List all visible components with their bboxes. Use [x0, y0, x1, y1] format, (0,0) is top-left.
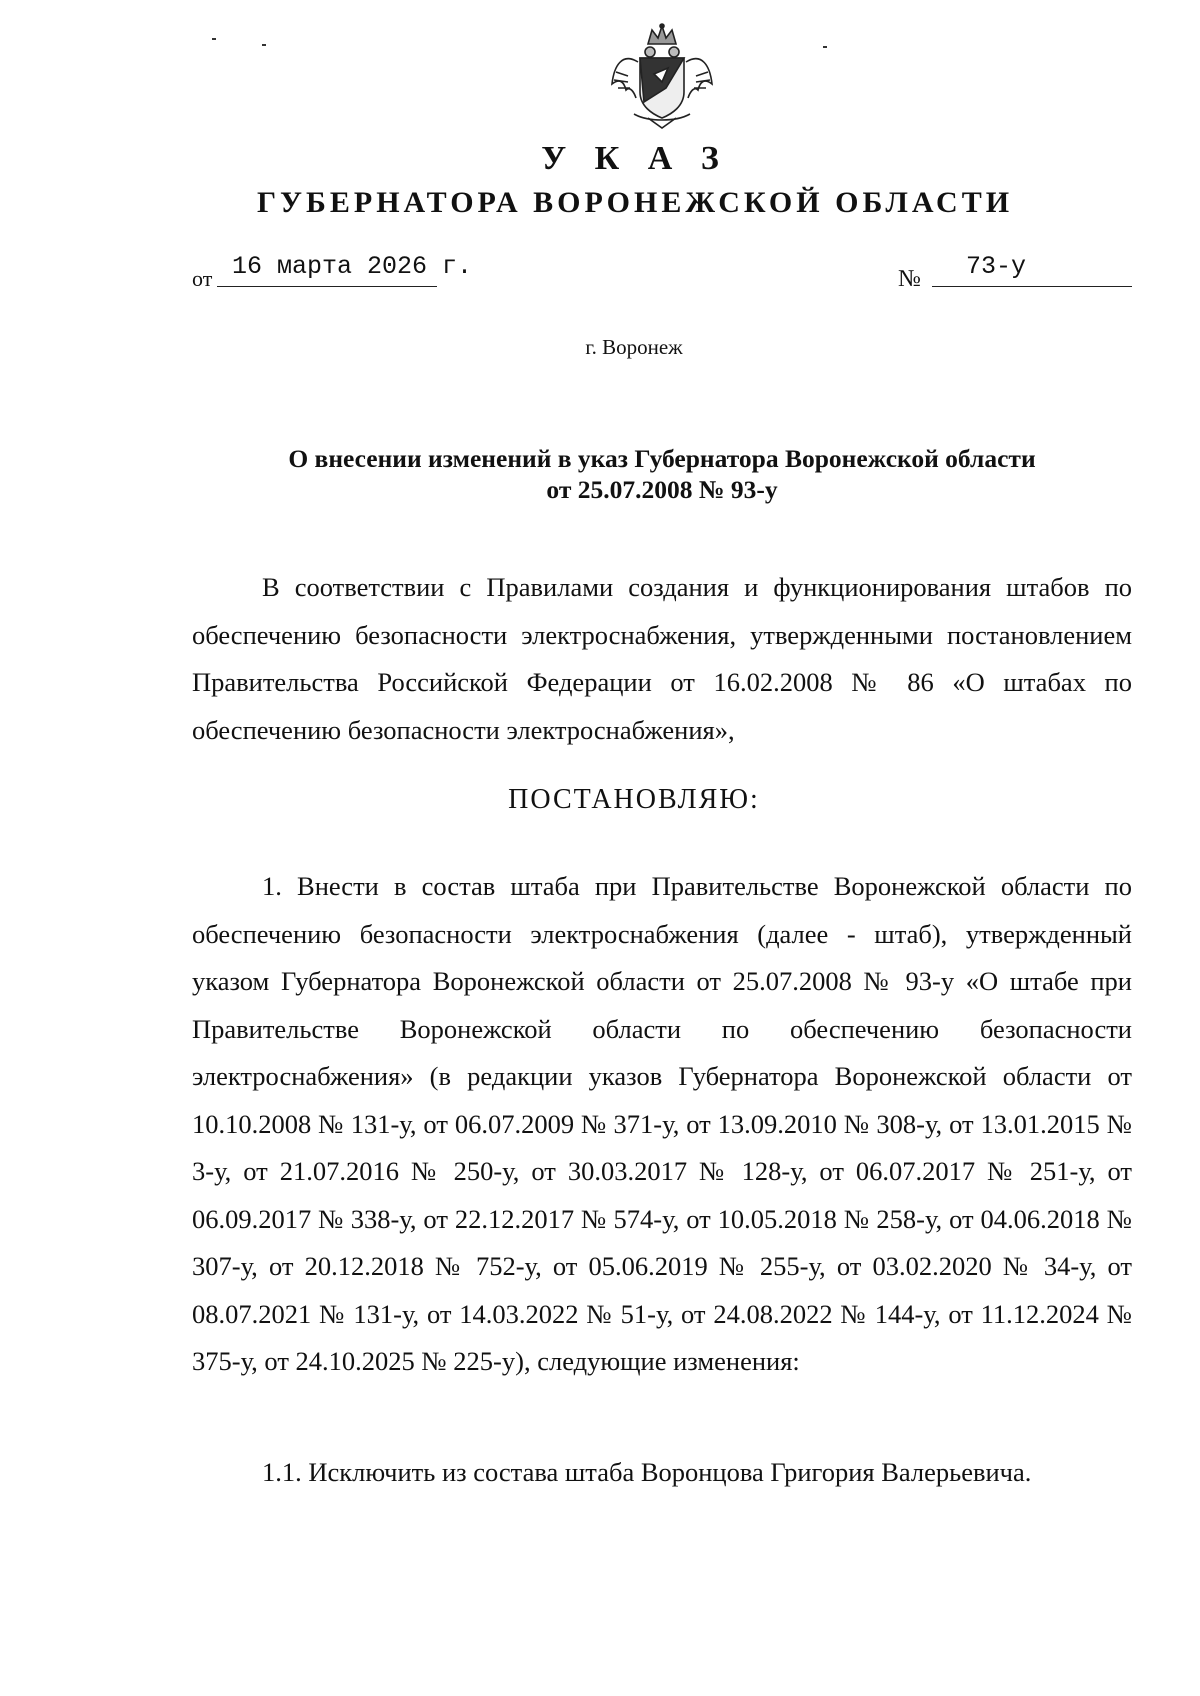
- voronezh-coat-of-arms-icon: [608, 22, 716, 132]
- scan-speck: [823, 46, 827, 48]
- coat-of-arms-emblem: [608, 22, 716, 132]
- preamble-text: В соответствии с Правилами создания и функционирования штабов по обеспечению безопасности электроснабжения, утвержденными постановлением Правительства Российской Федерации от 16.02.2008 № 86 «О штабах по обеспечению безопасности электроснабжения»,: [192, 572, 1132, 745]
- decree-word: ПОСТАНОВЛЯЮ:: [508, 784, 760, 815]
- date-underline: [217, 286, 437, 287]
- item-1-paragraph: [192, 863, 1132, 1386]
- date-prefix: от: [192, 266, 213, 291]
- document-number: 73-у: [966, 252, 1027, 281]
- scan-speck: [212, 38, 216, 40]
- scan-speck: [262, 44, 266, 46]
- number-prefix: №: [898, 266, 921, 292]
- preamble-paragraph: [192, 564, 1132, 754]
- document-issuer: ГУБЕРНАТОРА ВОРОНЕЖСКОЙ ОБЛАСТИ: [256, 186, 1014, 219]
- document-subject: [192, 443, 1132, 505]
- subject-line-1: О внесении изменений в указ Губернатора Воронежской области: [288, 444, 1036, 473]
- subject-line-2: от 25.07.2008 № 93-у: [546, 475, 778, 504]
- document-date: 16 марта 2026 г.: [232, 252, 473, 281]
- item-1-1-paragraph: 1.1. Исключить из состава штаба Воронцова Григория Валерьевича.: [262, 1457, 1032, 1487]
- number-underline: [932, 286, 1132, 287]
- document-city: г. Воронеж: [585, 335, 683, 359]
- item-1-text: 1. Внести в состав штаба при Правительстве Воронежской области по обеспечению безопасности электроснабжения (далее - штаб), утвержденный указом Губернатора Воронежской области от 25.07.2008 № 93-у «О штабе при Правительстве Воронежской области по обеспечению безопасности электроснабжения» (в редакции указов Губернатора Воронежской области от 10.10.2008 № 131-у, от 06.07.2009 № 371-у, от 13.09.2010 № 308-у, от 13.01.2015 № 3-у, от 21.07.2016 № 250-у, от 30.03.2017 № 128-у, от 06.07.2017 № 251-у, от 06.09.2017 № 338-у, от 22.12.2017 № 574-у, от 10.05.2018 № 258-у, от 04.06.2018 № 307-у, от 20.12.2018 № 752-у, от 05.06.2019 № 255-у, от 03.02.2020 № 34-у, от 08.07.2021 № 131-у, от 14.03.2022 № 51-у, от 24.08.2022 № 144-у, от 11.12.2024 № 375-у, от 24.10.2025 № 225-у), следующие изменения:: [192, 871, 1132, 1376]
- document-title: У К А З: [541, 140, 729, 177]
